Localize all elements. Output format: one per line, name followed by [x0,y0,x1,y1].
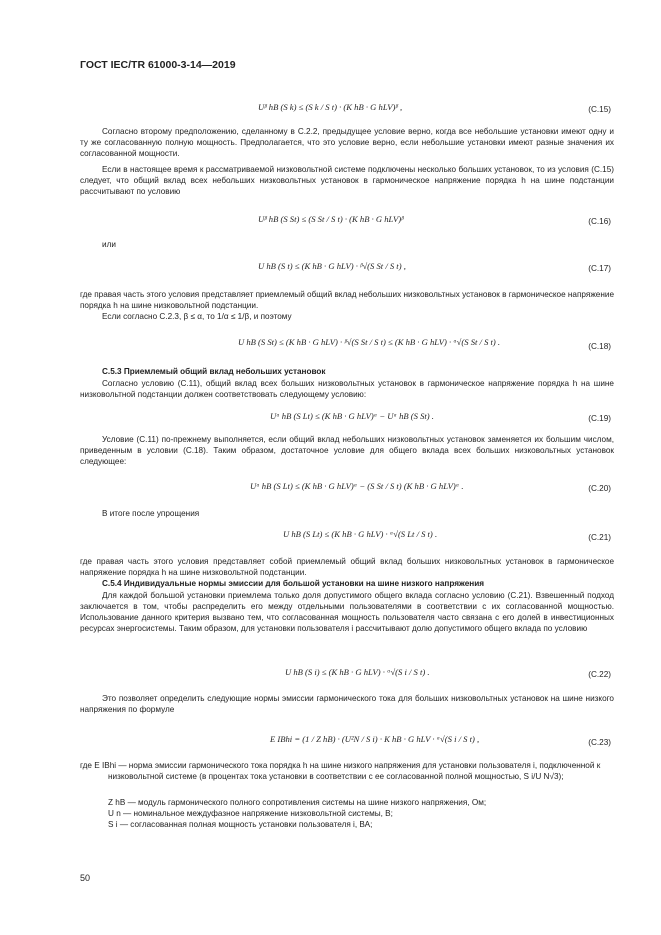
formula-c20: Uᵅ hB (S Lt) ≤ (K hB · G hLV)ᵅ − (S St / S t) (K hB · G hLV)ᵅ . [250,481,464,491]
formula-c16: Uᵝ hB (S St) ≤ (S St / S t) · (K hB · G hLV)ᵝ [258,214,404,224]
paragraph: Это позволяет определить следующие нормы эмиссии гармонического тока для больших низковольтных установок на шине низкого напряжения по формуле [80,694,614,714]
formula-c22: U hB (S i) ≤ (K hB · G hLV) · ᵅ√(S i / S t) . [285,667,430,677]
formula-c21: U hB (S Lt) ≤ (K hB · G hLV) · ᵅ√(S Lt / S t) . [283,529,438,539]
formula-c17: U hB (S t) ≤ (K hB · G hLV) · ᵝ√(S St / S t) , [258,261,406,271]
paragraph: Согласно условию (С.11), общий вклад всех больших низковольтных установок в гармоническое напряжение порядка h на шине низковольтной подстанции должен соответствовать следующему условию: [80,379,614,399]
definition-eibhi: где E IBhi — норма эмиссии гармонического тока порядка h на шине низкого напряжения для установки пользователя i, подключенной к низковольтной системе (в процентах тока установки в соответствии с ее согласованной полной мощностью, S i/U N√3); [80,761,601,781]
paragraph: Условие (С.11) по-прежнему выполняется, если общий вклад небольших низковольтных установок заменяется их большим числом, приведенным в условии (С.18). Таким образом, достаточное условие для общего вклада всех больших низковольтных установок следующее: [80,435,614,466]
formula-c18: U hB (S St) ≤ (K hB · G hLV) · ᵝ√(S St / S t) ≤ (K hB · G hLV) · ᵅ√(S St / S t) . [238,337,501,347]
formula-number-c18: (C.18) [588,342,611,351]
formula-c19: Uᵅ hB (S Lt) ≤ (K hB · G hLV)ᵅ − Uᵅ hB (S St) . [270,411,434,421]
paragraph: Согласно второму предположению, сделанному в С.2.2, предыдущее условие верно, когда все небольшие установки имеют одну и ту же согласованную полную мощность. Предполагается, что это условие верно, если небольшие установки имеют разные значения их согласованной мощности. [80,127,614,158]
formula-number-c19: (C.19) [588,414,611,423]
formula-number-c16: (C.16) [588,217,611,226]
formula-number-c23: (C.23) [588,738,611,747]
formula-number-c20: (C.20) [588,484,611,493]
formula-c15: Uᵝ hB (S k) ≤ (S k / S t) · (K hB · G hLV)ᵝ , [258,102,403,112]
paragraph: Для каждой большой установки приемлема только доля допустимого общего вклада согласно условию (С.21). Взвешенный подход заключается в том, чтобы распределить его между отдельными пользователями в соответствии с их согласованной мощностью. Использование данного критерия вызвано тем, что согласованная мощность пользователя часто связана с его долей в инвестиционных ресурсах энергосистемы. Таким образом, для установки пользователя i рассчитывают долю допустимого общего вклада по условию [80,591,614,633]
paragraph: где правая часть этого условия представляет собой приемлемый общий вклад больших низковольтных установок в гармоническое напряжение порядка h на шине низковольтной подстанции. [80,557,614,577]
section-heading-c53: С.5.3 Приемлемый общий вклад небольших установок [102,367,326,376]
paragraph: В итоге после упрощения [102,509,200,518]
connector-text: или [102,240,116,249]
definition-un: U n — номинальное междуфазное напряжение низковольтной системы, В; [108,809,393,818]
paragraph: где правая часть этого условия представляет приемлемый общий вклад небольших низковольтных установок в гармоническое напряжение порядка h на шине низковольтной подстанции. [80,290,614,310]
paragraph: Если в настоящее время к рассматриваемой низковольтной системе подключены несколько больших установок, то из условия (С.15) следует, что общий вклад всех небольших низковольтных установок в гармоническое напряжение порядка h на шине подстанции рассчитывают по условию [80,165,614,196]
formula-number-c17: (C.17) [588,264,611,273]
section-heading-c54: С.5.4 Индивидуальные нормы эмиссии для большой установки на шине низкого напряжения [102,579,485,588]
definition-si: S i — согласованная полная мощность установки пользователя i, ВА; [108,820,373,829]
formula-c23: E IBhi = (1 / Z hB) · (U²N / S i) · K hB · G hLV · ᵅ√(S i / S t) , [270,734,480,744]
formula-number-c21: (C.21) [588,533,611,542]
standard-header: ГОСТ IEC/TR 61000-3-14—2019 [80,59,236,71]
formula-number-c15: (C.15) [588,105,611,114]
page-number: 50 [80,873,91,883]
definition-zhb: Z hB — модуль гармонического полного сопротивления системы на шине низкого напряжения, Ом; [108,798,487,807]
formula-number-c22: (C.22) [588,670,611,679]
paragraph: Если согласно С.2.3, β ≤ α, то 1/α ≤ 1/β, и поэтому [102,312,292,321]
